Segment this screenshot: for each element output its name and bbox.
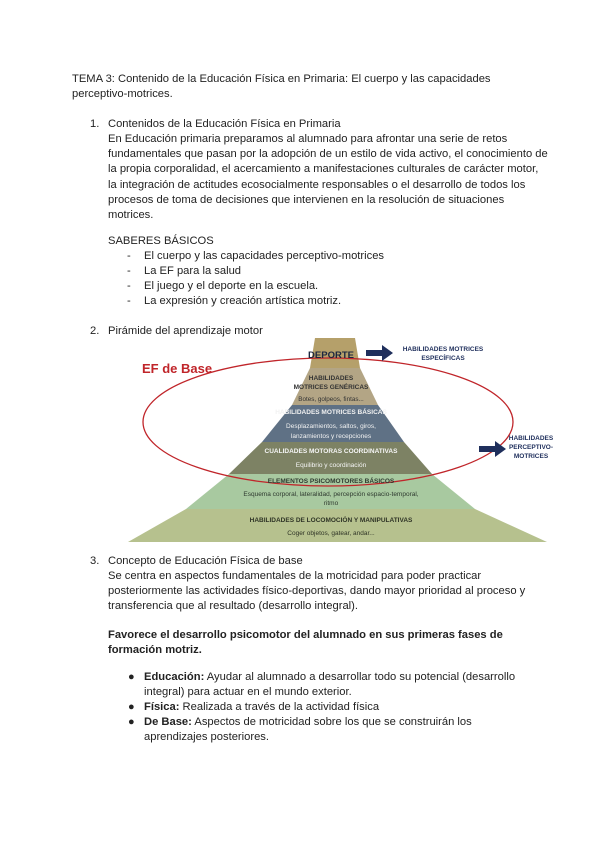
arrow-right-icon [366,345,393,361]
section-3-paragraph: Se centra en aspectos fundamentales de la motricidad para poder practicar posteriormente las actividades físico-deportivas, dando mayor prioridad al proceso y transferencia que al resultado (desarrollo integral). [108,570,526,613]
bullet-text: Ayudar al alumnado a desarrollar todo su potencial (desarrollo integral) para actuar en el mundo exterior. [144,671,516,699]
pyramid-level-3 [229,442,432,474]
bullet-text: Aspectos de motricidad sobre los que se construirán los aprendizajes posteriores. [144,716,472,744]
level1-title: HABILIDADES [308,375,354,382]
section-3-number: 3. [90,555,100,567]
level4-title: ELEMENTOS PSICOMOTORES BÁSICOS [267,478,395,485]
level5-title: HABILIDADES DE LOCOMOCIÓN Y MANIPULATIVAS [249,517,413,524]
dash-marker: - [127,295,131,307]
saberes-item: La expresión y creación artística motriz. [144,295,342,307]
bullet-marker: ● [128,701,135,713]
section-2-number: 2. [90,325,100,337]
dash-marker: - [127,265,131,277]
bullet-item [144,670,544,700]
saberes-item: El juego y el deporte en la escuela. [144,280,319,292]
section-1-number: 1. [90,118,100,130]
bullet-item [144,715,504,745]
bullet-item [144,700,544,715]
section-1-heading: Contenidos de la Educación Física en Primaria [108,118,341,130]
bullet-text: Realizada a través de la actividad física [179,701,380,713]
level5-subtitle: Coger objetos, gatear, andar... [287,530,375,537]
level2-title: HABILIDADES MOTRICES BÁSICAS [275,409,387,416]
bullet-term: Educación: [144,671,205,683]
document-title: TEMA 3: Contenido de la Educación Física en Primaria: El cuerpo y las capacidades perceptivo-motrices. [72,73,491,101]
section-2-heading: Pirámide del aprendizaje motor [108,325,263,337]
level1-title: MOTRICES GENÉRICAS [293,384,369,391]
dash-marker: - [127,250,131,262]
level2-subtitle: Desplazamientos, saltos, giros, [286,423,376,430]
arrow-side-label: PERCEPTIVO- [508,444,554,451]
level1-subtitle: Botes, golpeos, fintas... [298,396,364,403]
level3-subtitle: Equilibrio y coordinación [295,462,367,469]
bullet-term: De Base: [144,716,192,728]
level4-subtitle: ritmo [323,500,339,507]
arrow-top-label: HABILIDADES MOTRICES [402,346,484,353]
section-1-paragraph: En Educación primaria preparamos al alumnado para afrontar una serie de retos fundamentales que pasan por la adopción de un estilo de vida activo, el conocimiento de la propia corporalidad, el acercamiento a manifestaciones culturales de carácter motor, la integración de actitudes ecosocialmente responsables o el desarrollo de todos los procesos de toma de decisiones que intervienen en la resolución de situaciones motrices. [108,133,548,222]
level3-title: CUALIDADES MOTORAS COORDINATIVAS [264,448,398,455]
dash-marker: - [127,280,131,292]
bullet-term: Física: [144,701,180,713]
bullet-marker: ● [128,716,135,728]
level2-subtitle: lanzamientos y recepciones [290,433,372,440]
saberes-item: El cuerpo y las capacidades perceptivo-motrices [144,250,385,262]
bullet-marker: ● [128,671,135,683]
arrow-top-label: ESPECÍFICAS [421,355,465,362]
section-3-heading: Concepto de Educación Física de base [108,555,303,567]
arrow-side-label: HABILIDADES [508,435,554,442]
ef-base-label: EF de Base [142,361,213,376]
bold-statement: Favorece el desarrollo psicomotor del alumnado en sus primeras fases de formación motriz. [108,629,503,657]
pyramid-top-label: DEPORTE [308,350,354,361]
saberes-item: La EF para la salud [144,265,242,277]
level4-subtitle: Esquema corporal, lateralidad, percepción espacio-temporal, [243,491,419,498]
arrow-side-label: MOTRICES [513,453,549,460]
saberes-heading: SABERES BÁSICOS [108,235,214,247]
pyramid-level-5 [128,509,547,542]
